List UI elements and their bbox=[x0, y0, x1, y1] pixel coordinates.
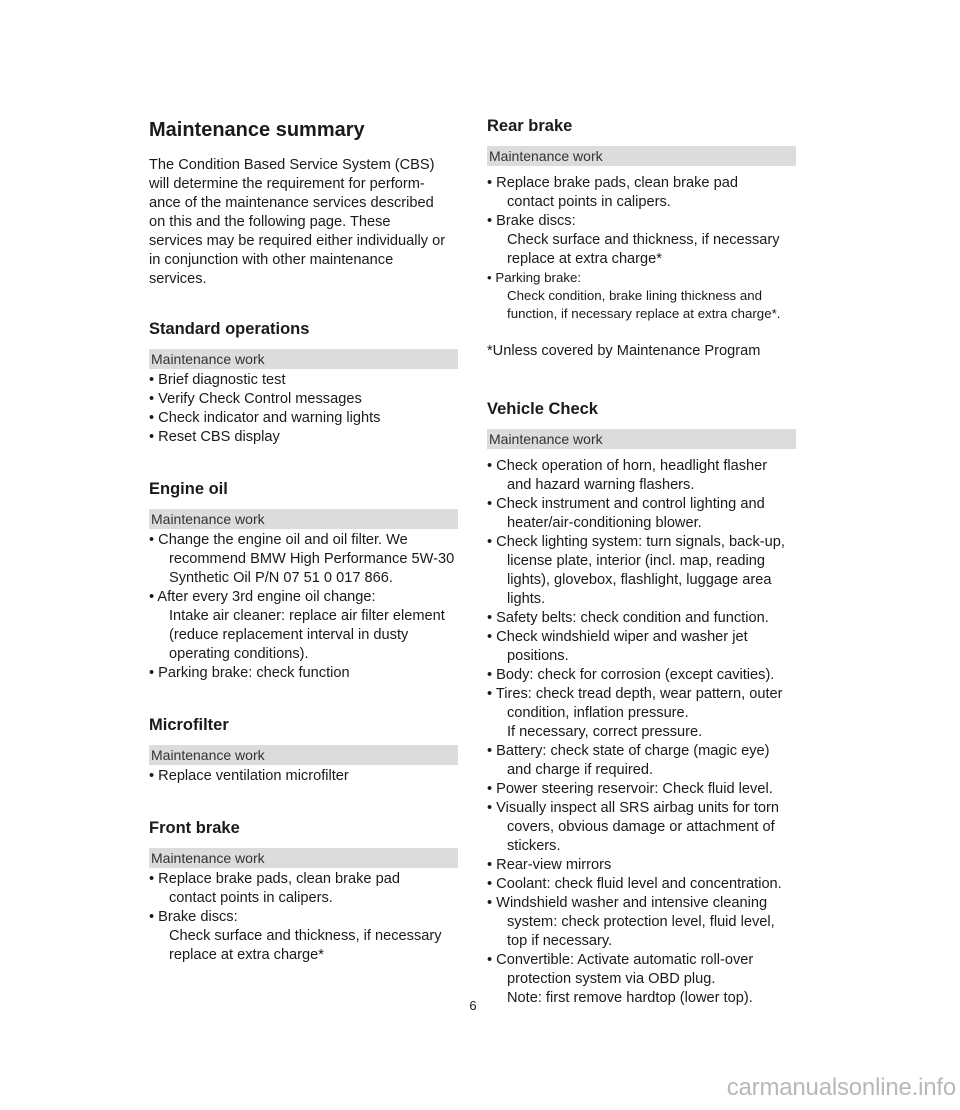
item-first-line: • After every 3rd engine oil change: bbox=[149, 589, 376, 605]
item-continuation-line: Synthetic Oil P/N 07 51 0 017 866. bbox=[169, 570, 393, 586]
item-list bbox=[149, 767, 458, 786]
list-item bbox=[149, 870, 458, 908]
list-item bbox=[149, 908, 458, 965]
list-item bbox=[149, 409, 458, 428]
list-item bbox=[487, 780, 796, 799]
item-first-line: • Safety belts: check condition and function. bbox=[487, 610, 769, 626]
list-item bbox=[149, 390, 458, 409]
item-first-line: • Convertible: Activate automatic roll-over bbox=[487, 952, 754, 968]
item-continuation-line: Note: first remove hardtop (lower top). bbox=[507, 990, 753, 1006]
item-continuation-line: replace at extra charge* bbox=[507, 251, 662, 267]
page-title: Maintenance summary bbox=[149, 119, 365, 141]
item-continuation-line: recommend BMW High Performance 5W-30 bbox=[169, 551, 455, 567]
item-first-line: • Body: check for corrosion (except cavities). bbox=[487, 667, 775, 683]
item-continuation-line: heater/air-conditioning blower. bbox=[507, 515, 702, 531]
list-item bbox=[487, 894, 796, 951]
item-continuation-line: stickers. bbox=[507, 838, 561, 854]
list-item bbox=[487, 533, 796, 609]
item-continuation-line: condition, inflation pressure. bbox=[507, 705, 689, 721]
item-list bbox=[149, 371, 458, 447]
list-item bbox=[149, 664, 458, 683]
item-continuation-line: protection system via OBD plug. bbox=[507, 971, 716, 987]
intro-line: The Condition Based Service System (CBS) bbox=[149, 157, 435, 173]
item-continuation-line: covers, obvious damage or attachment of bbox=[507, 819, 775, 835]
footnote: *Unless covered by Maintenance Program bbox=[487, 343, 761, 359]
list-item bbox=[487, 628, 796, 666]
maintenance-work-bar: Maintenance work bbox=[149, 745, 458, 765]
item-continuation-line: operating conditions). bbox=[169, 646, 309, 662]
section-front-brake bbox=[149, 818, 458, 965]
item-continuation-line: Check surface and thickness, if necessary bbox=[169, 928, 442, 944]
right-column bbox=[487, 112, 796, 1008]
item-first-line: • Replace brake pads, clean brake pad bbox=[487, 175, 738, 191]
section-vehicle-check bbox=[487, 399, 796, 1008]
intro-line: services may be required either individually or bbox=[149, 233, 446, 249]
section-title: Vehicle Check bbox=[487, 400, 598, 418]
list-item bbox=[149, 588, 458, 664]
item-first-line: • Replace ventilation microfilter bbox=[149, 768, 349, 784]
item-continuation-line: license plate, interior (incl. map, reading bbox=[507, 553, 765, 569]
item-continuation-line: lights. bbox=[507, 591, 546, 607]
section-title: Standard operations bbox=[149, 320, 310, 338]
list-item bbox=[487, 742, 796, 780]
watermark: carmanualsonline.info bbox=[726, 1074, 956, 1101]
intro-paragraph bbox=[149, 156, 458, 289]
list-item bbox=[487, 875, 796, 894]
item-continuation-line: system: check protection level, fluid level, bbox=[507, 914, 775, 930]
item-continuation-line: contact points in calipers. bbox=[507, 194, 671, 210]
section-title: Front brake bbox=[149, 819, 240, 837]
intro-line: ance of the maintenance services described bbox=[149, 195, 434, 211]
list-item bbox=[487, 495, 796, 533]
item-first-line: • Parking brake: bbox=[487, 270, 582, 285]
list-item bbox=[487, 609, 796, 628]
list-item bbox=[149, 428, 458, 447]
item-list bbox=[487, 174, 796, 323]
item-first-line: • Coolant: check fluid level and concentration. bbox=[487, 876, 782, 892]
item-first-line: • Reset CBS display bbox=[149, 429, 280, 445]
item-first-line: • Check indicator and warning lights bbox=[149, 410, 381, 426]
item-list bbox=[149, 870, 458, 965]
item-first-line: • Check operation of horn, headlight flasher bbox=[487, 458, 768, 474]
list-item bbox=[487, 685, 796, 742]
item-first-line: • Battery: check state of charge (magic eye) bbox=[487, 743, 770, 759]
section-standard-operations bbox=[149, 319, 458, 447]
list-item bbox=[487, 174, 796, 212]
list-item bbox=[487, 856, 796, 875]
item-continuation-line: top if necessary. bbox=[507, 933, 613, 949]
maintenance-work-bar: Maintenance work bbox=[149, 509, 458, 529]
item-continuation-line: If necessary, correct pressure. bbox=[507, 724, 703, 740]
item-continuation-line: (reduce replacement interval in dusty bbox=[169, 627, 409, 643]
maintenance-work-bar: Maintenance work bbox=[149, 848, 458, 868]
left-column bbox=[149, 112, 458, 965]
list-item bbox=[149, 531, 458, 588]
maintenance-work-bar: Maintenance work bbox=[149, 349, 458, 369]
item-first-line: • Power steering reservoir: Check fluid level. bbox=[487, 781, 773, 797]
page-number: 6 bbox=[469, 998, 477, 1013]
maintenance-work-bar: Maintenance work bbox=[487, 429, 796, 449]
list-item bbox=[487, 951, 796, 1008]
item-continuation-line: and charge if required. bbox=[507, 762, 654, 778]
item-first-line: • Check lighting system: turn signals, back-up, bbox=[487, 534, 785, 550]
section-rear-brake bbox=[487, 116, 796, 323]
maintenance-work-bar: Maintenance work bbox=[487, 146, 796, 166]
item-continuation-line: Intake air cleaner: replace air filter element bbox=[169, 608, 445, 624]
list-item bbox=[149, 767, 458, 786]
list-item bbox=[149, 371, 458, 390]
intro-line: services. bbox=[149, 271, 207, 287]
list-item bbox=[487, 799, 796, 856]
item-continuation-line: and hazard warning flashers. bbox=[507, 477, 695, 493]
list-item bbox=[487, 212, 796, 269]
item-first-line: • Change the engine oil and oil filter. We bbox=[149, 532, 408, 548]
item-first-line: • Rear-view mirrors bbox=[487, 857, 612, 873]
section-title: Engine oil bbox=[149, 480, 228, 498]
intro-line: will determine the requirement for perform- bbox=[149, 176, 425, 192]
item-first-line: • Check windshield wiper and washer jet bbox=[487, 629, 748, 645]
left-sections bbox=[149, 319, 458, 965]
item-continuation-line: lights), glovebox, flashlight, luggage area bbox=[507, 572, 772, 588]
list-item bbox=[487, 457, 796, 495]
item-first-line: • Visually inspect all SRS airbag units for torn bbox=[487, 800, 779, 816]
item-list bbox=[149, 531, 458, 683]
item-first-line: • Verify Check Control messages bbox=[149, 391, 362, 407]
right-sections bbox=[487, 116, 796, 323]
item-first-line: • Tires: check tread depth, wear pattern, outer bbox=[487, 686, 783, 702]
list-item bbox=[487, 269, 796, 323]
item-first-line: • Replace brake pads, clean brake pad bbox=[149, 871, 400, 887]
item-first-line: • Brake discs: bbox=[487, 213, 576, 229]
item-continuation-line: replace at extra charge* bbox=[169, 947, 324, 963]
item-list bbox=[487, 457, 796, 1008]
item-continuation-line: Check surface and thickness, if necessary bbox=[507, 232, 780, 248]
section-title: Rear brake bbox=[487, 117, 573, 135]
section-microfilter bbox=[149, 715, 458, 786]
item-continuation-line: Check condition, brake lining thickness and bbox=[507, 288, 763, 303]
item-first-line: • Brief diagnostic test bbox=[149, 372, 286, 388]
item-first-line: • Windshield washer and intensive cleaning bbox=[487, 895, 768, 911]
section-engine-oil bbox=[149, 479, 458, 683]
section-title: Microfilter bbox=[149, 716, 229, 734]
vehicle-check-section bbox=[487, 399, 796, 1008]
intro-line: in conjunction with other maintenance bbox=[149, 252, 394, 268]
item-first-line: • Parking brake: check function bbox=[149, 665, 350, 681]
item-continuation-line: function, if necessary replace at extra charge*. bbox=[507, 306, 781, 321]
item-first-line: • Brake discs: bbox=[149, 909, 238, 925]
list-item bbox=[487, 666, 796, 685]
intro-line: on this and the following page. These bbox=[149, 214, 391, 230]
item-continuation-line: positions. bbox=[507, 648, 569, 664]
item-continuation-line: contact points in calipers. bbox=[169, 890, 333, 906]
item-first-line: • Check instrument and control lighting and bbox=[487, 496, 765, 512]
